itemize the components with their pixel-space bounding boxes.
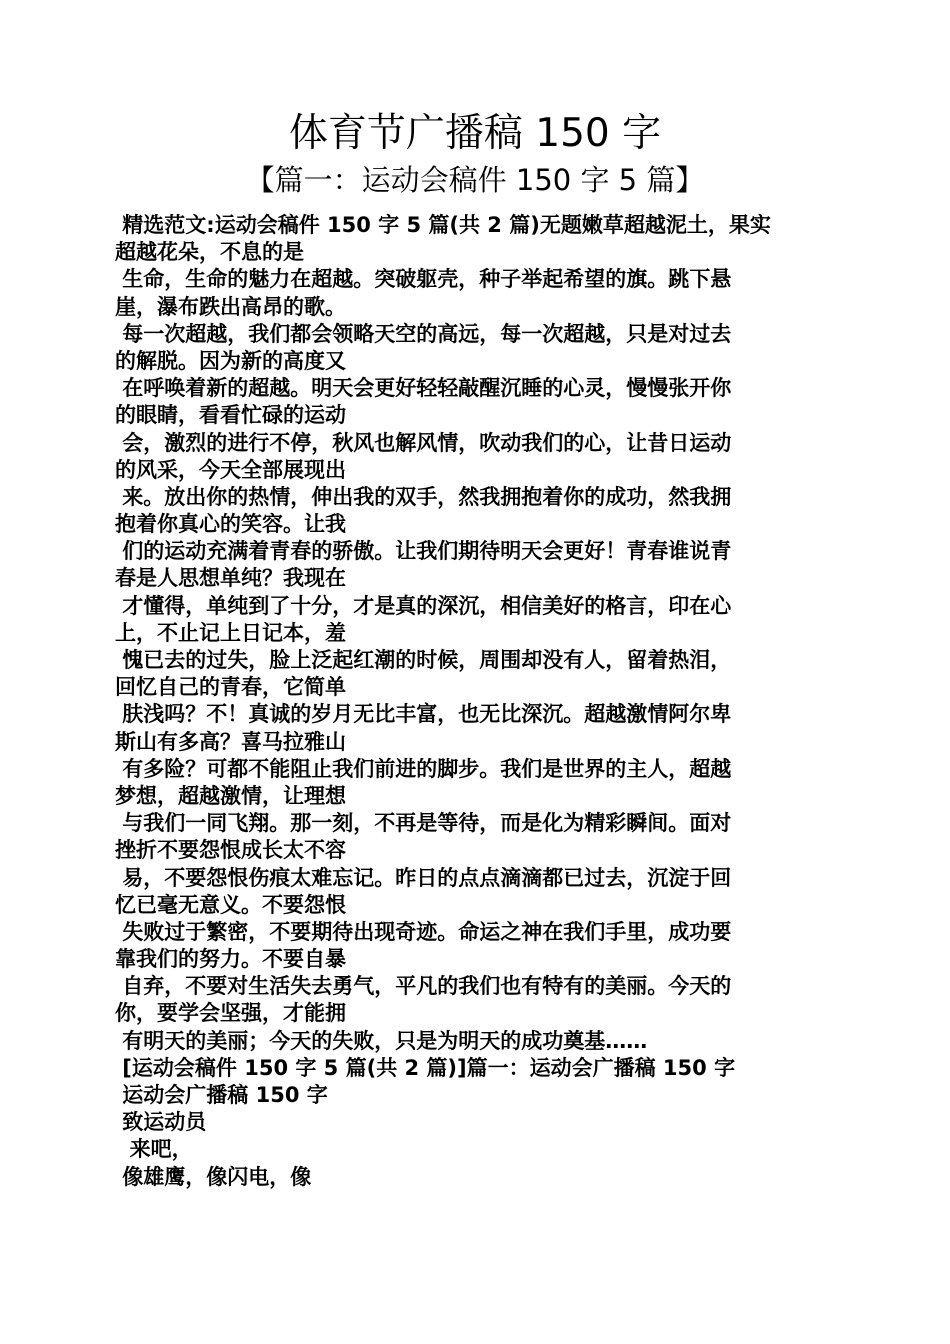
body-text-line: 在呼唤着新的超越。明天会更好轻轻敲醒沉睡的心灵，慢慢张开你: [115, 376, 732, 401]
body-text-line: 来吧，: [115, 1137, 193, 1162]
body-text-line: 有明天的美丽；今天的失败，只是为明天的成功奠基……: [115, 1028, 648, 1053]
body-text-line: 抱着你真心的笑容。让我: [115, 512, 346, 537]
body-text-line: 像雄鹰，像闪电，像: [115, 1164, 312, 1189]
body-text-line: 挫折不要怨恨成长太不容: [115, 838, 346, 863]
body-text-line: 超越花朵，不息的是: [115, 240, 304, 265]
body-text-line: 才懂得，单纯到了十分，才是真的深沉，相信美好的格言，印在心: [115, 593, 732, 618]
body-text-line: 崖，瀑布跌出高昂的歌。: [115, 294, 346, 319]
body-text-line: 生命，生命的魅力在超越。突破躯壳，种子举起希望的旗。跳下悬: [115, 267, 732, 292]
body-text-line: 的解脱。因为新的高度又: [115, 348, 346, 373]
document-title: 体育节广播稿 150 字: [288, 111, 662, 156]
body-text-line: 的眼睛，看看忙碌的运动: [115, 403, 346, 428]
body-text-line: 肤浅吗？不！真诚的岁月无比丰富，也无比深沉。超越激情阿尔卑: [115, 702, 732, 727]
body-text-line: 自弃，不要对生活失去勇气，平凡的我们也有特有的美丽。今天的: [115, 974, 732, 999]
body-text-line: 失败过于繁密，不要期待出现奇迹。命运之神在我们手里，成功要: [115, 919, 732, 944]
body-text-line: 有多险？可都不能阻止我们前进的脚步。我们是世界的主人，超越: [115, 756, 732, 781]
body-text-line: 愧已去的过失，脸上泛起红潮的时候，周围却没有人，留着热泪，: [115, 648, 732, 672]
body-text-line: 来。放出你的热情，伸出我的双手，然我拥抱着你的成功，然我拥: [115, 484, 732, 509]
body-text-line: 春是人思想单纯？我现在: [115, 566, 346, 591]
body-text-line: 你，要学会坚强，才能拥: [115, 1001, 346, 1026]
body-text-line: 们的运动充满着青春的骄傲。让我们期待明天会更好！青春谁说青: [115, 539, 732, 564]
body-text-line: 的风采，今天全部展现出: [115, 457, 346, 482]
body-text-line: 致运动员: [115, 1110, 207, 1135]
document-body: [115, 212, 820, 1191]
body-text-line: [运动会稿件 150 字 5 篇(共 2 篇)]篇一：运动会广播稿 150 字: [115, 1055, 736, 1080]
document-subtitle: 【篇一：运动会稿件 150 字 5 篇】: [245, 163, 705, 197]
body-text-line: 回忆自己的青春，它简单: [115, 675, 346, 700]
body-text-line: 忆已毫无意义。不要怨恨: [115, 892, 346, 917]
body-text-line: 运动会广播稿 150 字: [115, 1083, 328, 1107]
body-text-line: 斯山有多高？喜马拉雅山: [115, 729, 346, 754]
body-text-line: 靠我们的努力。不要自暴: [115, 947, 346, 972]
body-text-line: 每一次超越，我们都会领略天空的高远，每一次超越，只是对过去: [115, 321, 732, 346]
body-text-line: 梦想，超越激情，让理想: [115, 783, 346, 808]
body-text-line: 会，激烈的进行不停，秋风也解风情，吹动我们的心，让昔日运动: [115, 430, 732, 455]
body-text-line: 与我们一同飞翔。那一刻，不再是等待，而是化为精彩瞬间。面对: [115, 811, 732, 836]
body-text-line: 易，不要怨恨伤痕太难忘记。昨日的点点滴滴都已过去，沉淀于回: [115, 865, 732, 890]
body-text-line: 上，不止记上日记本，羞: [115, 620, 346, 645]
body-text-line: 精选范文:运动会稿件 150 字 5 篇(共 2 篇)无题嫩草超越泥土，果实: [115, 213, 771, 237]
